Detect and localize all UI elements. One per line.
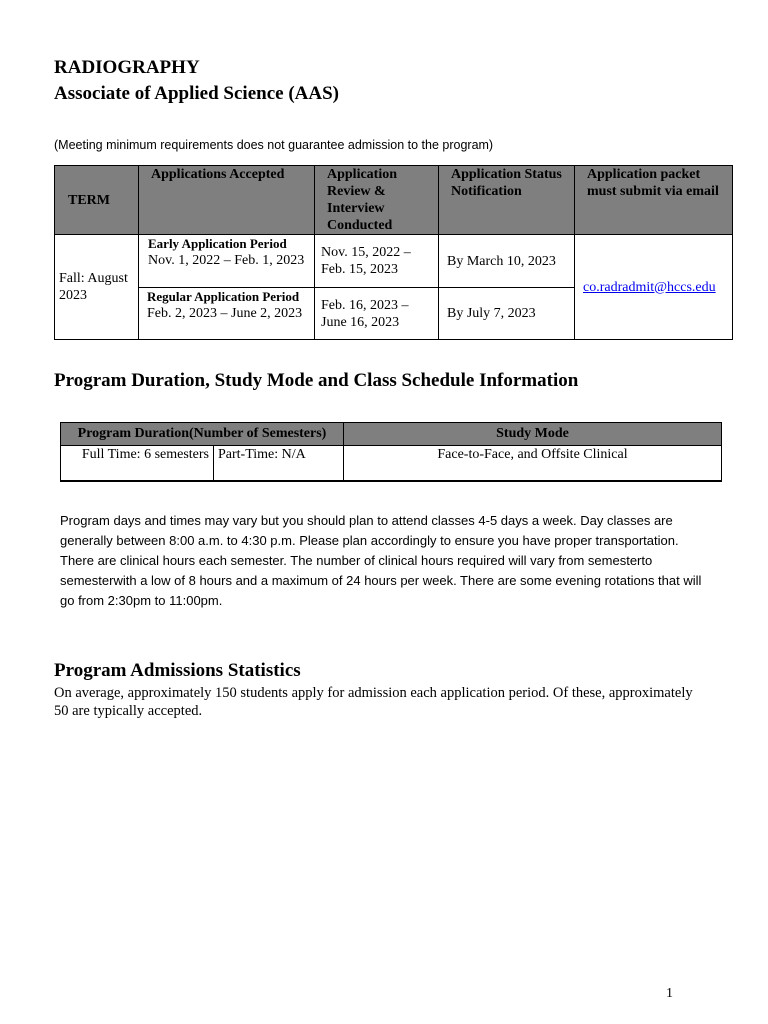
header-program-duration: Program Duration(Number of Semesters) xyxy=(61,423,344,446)
header-applications-accepted: Applications Accepted xyxy=(139,166,315,235)
accepted-cell xyxy=(139,288,315,340)
statistics-text: On average, approximately 150 students apply for admission each application period. Of these, approximately 50 are typically accepted. xyxy=(54,685,693,719)
header-term: TERM xyxy=(55,166,139,235)
header-application-packet: Application packet must submit via email xyxy=(575,166,733,235)
admission-disclaimer: (Meeting minimum requirements does not guarantee admission to the program) xyxy=(54,138,494,152)
page-number: 1 xyxy=(666,986,673,1001)
header-review-interview: Application Review & Interview Conducted xyxy=(315,166,439,235)
schedule-heading: Program Duration, Study Mode and Class Schedule Information xyxy=(54,370,579,391)
email-link[interactable]: co.radradmit@hccs.edu xyxy=(583,279,716,295)
document-subtitle: Associate of Applied Science (AAS) xyxy=(54,83,339,104)
term-cell: Fall: August 2023 xyxy=(55,235,139,340)
early-accepted-dates: Nov. 1, 2022 – Feb. 1, 2023 xyxy=(148,253,305,268)
table-row xyxy=(55,235,733,288)
review-cell: Nov. 15, 2022 – Feb. 15, 2023 xyxy=(315,235,439,288)
duration-mode-table xyxy=(60,422,722,482)
document-title: RADIOGRAPHY xyxy=(54,57,200,78)
full-time-cell: Full Time: 6 semesters xyxy=(61,446,214,482)
status-cell: By March 10, 2023 xyxy=(439,235,575,288)
schedule-paragraph: Program days and times may vary but you should plan to attend classes 4-5 days a week. Day classes are generally between 8:00 a.m. to 4:30 p.m. Please plan accordingly to ensure you have proper transportation. There are clinical hours each semester. The number of clinical hours required will vary from semesterto semesterwith a low of 8 hours and a maximum of 24 hours per week. There are some evening rotations that will go from 2:30pm to 11:00pm. xyxy=(60,513,702,608)
status-cell: By July 7, 2023 xyxy=(439,288,575,340)
part-time-cell: Part-Time: N/A xyxy=(214,446,344,482)
table-header-row xyxy=(55,166,733,235)
table-row xyxy=(61,446,722,482)
header-status-notification: Application Status Notification xyxy=(439,166,575,235)
regular-accepted-dates: Feb. 2, 2023 – June 2, 2023 xyxy=(147,306,303,321)
study-mode-cell: Face-to-Face, and Offsite Clinical xyxy=(344,446,722,482)
application-dates-table xyxy=(54,165,733,340)
early-period-label: Early Application Period xyxy=(148,236,287,251)
accepted-cell xyxy=(139,235,315,288)
review-cell: Feb. 16, 2023 – June 16, 2023 xyxy=(315,288,439,340)
regular-period-label: Regular Application Period xyxy=(147,289,300,304)
email-cell xyxy=(575,235,733,340)
statistics-heading: Program Admissions Statistics xyxy=(54,660,301,681)
table-header-row xyxy=(61,423,722,446)
header-study-mode: Study Mode xyxy=(344,423,722,446)
